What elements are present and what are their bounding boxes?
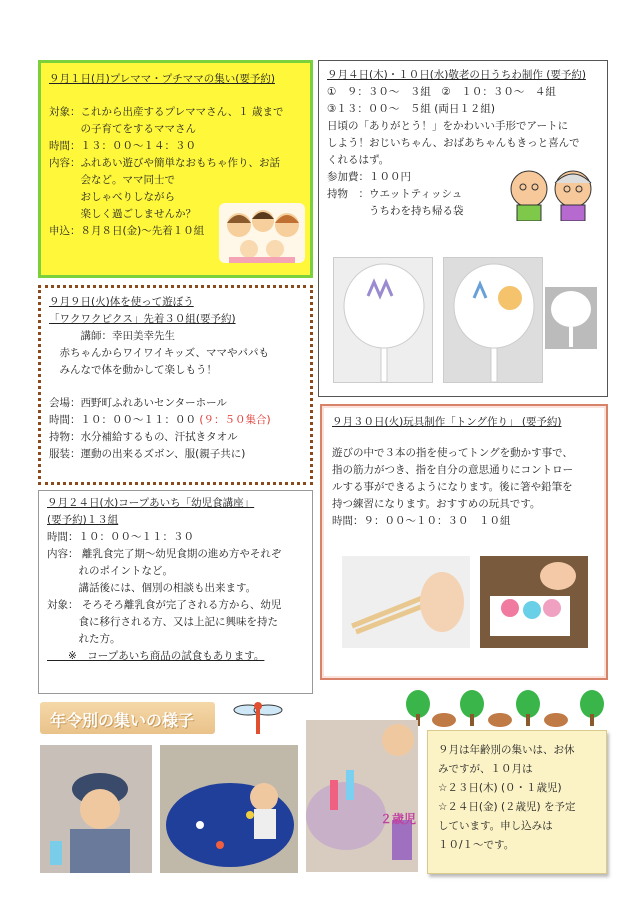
event-line: 対象：これから出産するプレママさん、１ 歳まで	[49, 106, 284, 118]
event-line: 時間：９：００〜１０：３０ １０組	[332, 515, 511, 527]
lecture-title-2: (要予約)１３組	[47, 514, 119, 526]
event-line: ※ コープあいち商品の試食もあります。	[47, 650, 265, 662]
fan-photo	[333, 257, 433, 383]
tong-toy-making-box	[320, 404, 608, 680]
infant-food-lecture-box	[38, 490, 313, 694]
fan-photo	[443, 257, 543, 383]
event-line: ① ９：３０〜 ３組 ② １０：３０〜 ４組	[327, 86, 556, 98]
activity-photo	[160, 745, 298, 873]
event-line: おしゃべりしながら	[49, 191, 175, 203]
event-line: 内容：ふれあい遊びや簡単なおもちゃ作り、お話	[49, 157, 280, 169]
lecture-title-1: ９月２４日(水)コープあいち「幼児食講座」	[47, 497, 255, 509]
event-line: 服装：運動の出来るズボン、服(親子共に)	[49, 448, 246, 460]
event-time: 時間：１０：００〜１１：００	[49, 414, 200, 426]
event-line: 持物 ：ウエットティッシュ	[327, 188, 463, 200]
age-group-section-title: 年令別の集いの様子	[40, 702, 215, 734]
event-line: ③１３：００〜 ５組 (両日１２組)	[327, 103, 495, 115]
tong-photo	[342, 556, 470, 648]
event-line: 持物：水分補給するもの、汗拭きタオル	[49, 431, 238, 443]
age-two-label: ２歳児	[380, 812, 417, 826]
event-line: 時間：１０：００〜１１：３０	[47, 531, 194, 543]
event-line: 講話後には、個別の相談も出来ます。	[47, 582, 257, 594]
event-line: 日頃の「ありがとう！」をかわいい手形でアートに	[327, 120, 569, 132]
event-line: 時間：１３：００〜１４：３０	[49, 140, 196, 152]
activity-photo	[40, 745, 152, 873]
family-illustration-icon	[219, 203, 305, 263]
event-line: 遊びの中で３本の指を使ってトングを動かす事で、	[332, 447, 573, 459]
event-line: 講師：幸田美幸先生	[49, 330, 175, 342]
event-line: れた方。	[47, 633, 121, 645]
event-time-line	[49, 412, 302, 429]
event-line: 会など。ママ同士で	[49, 174, 175, 186]
prenatal-event-title: ９月１日(月)プレママ・プチママの集い(要予約)	[49, 73, 275, 85]
event-line: 参加費：１００円	[327, 171, 411, 183]
notice-line: ☆２３日(木) (０・１歳児)	[438, 782, 562, 794]
wakuwaku-title-1: ９月９日(火)体を使って遊ぼう	[49, 296, 194, 308]
event-line: 楽しく過ごしませんか？	[49, 208, 196, 220]
tong-photo	[480, 556, 588, 648]
event-line: れのポイントなど。	[47, 565, 173, 577]
wakuwaku-title-2: 「ワクワクピクス」先着３０組(要予約)	[49, 313, 236, 325]
event-line: 持つ練習になります。おすすめの玩具です。	[332, 498, 541, 510]
gather-time: (９：５０集合)	[199, 414, 271, 426]
notice-line: しています。申し込みは	[438, 820, 553, 832]
event-line: 対象： そろそろ離乳食が完了される方から、幼児	[47, 599, 282, 611]
wakuwaku-pics-event-box	[38, 285, 313, 485]
prenatal-mama-event-box	[38, 60, 313, 278]
event-line: しよう！おじいちゃん、おばあちゃんもきっと喜んで	[327, 137, 580, 149]
event-line: くれるはず。	[327, 154, 390, 166]
respect-aged-fan-box	[318, 60, 608, 397]
dragonfly-icon	[232, 700, 284, 736]
event-line: 食に移行される方、又は上記に興味を持た	[47, 616, 278, 628]
event-line: 指の筋力がつき、指を自分の意思通りにコントロー	[332, 464, 574, 476]
grandparents-illustration-icon	[505, 165, 597, 221]
activity-photo	[306, 720, 418, 872]
fan-photo	[545, 287, 597, 349]
tong-event-title: ９月３０日(火)玩具制作「トング作り」 (要予約)	[332, 416, 562, 428]
notice-line: １０/１〜です。	[438, 839, 515, 851]
notice-line: みですが、１０月は	[438, 763, 533, 775]
fan-event-title: ９月４日(木)・１０日(水)敬老の日うちわ制作 (要予約)	[327, 69, 586, 81]
event-line: ルする事ができるようになります。後に箸や鉛筆を	[332, 481, 573, 493]
trees-hedgehogs-decoration-icon	[404, 688, 608, 728]
event-line: みんなで体を動かして楽しもう！	[49, 364, 217, 376]
event-line: うちわを持ち帰る袋	[327, 205, 464, 217]
event-line: の子育てをするママさん	[49, 123, 196, 135]
event-line: 赤ちゃんからワイワイキッズ、ママやパパも	[49, 347, 269, 359]
event-line: 内容： 離乳食完了期〜幼児食期の進め方やそれぞ	[47, 548, 282, 560]
event-line: 会場：西野町ふれあいセンターホール	[49, 397, 227, 409]
notice-line: ☆２４日(金) (２歳児) を予定	[438, 801, 576, 813]
notice-line: ９月は年齢別の集いは、お休	[438, 744, 575, 756]
event-line: 申込：８月８日(金)〜先着１０組	[49, 225, 205, 237]
age-group-notice-box	[427, 730, 607, 874]
